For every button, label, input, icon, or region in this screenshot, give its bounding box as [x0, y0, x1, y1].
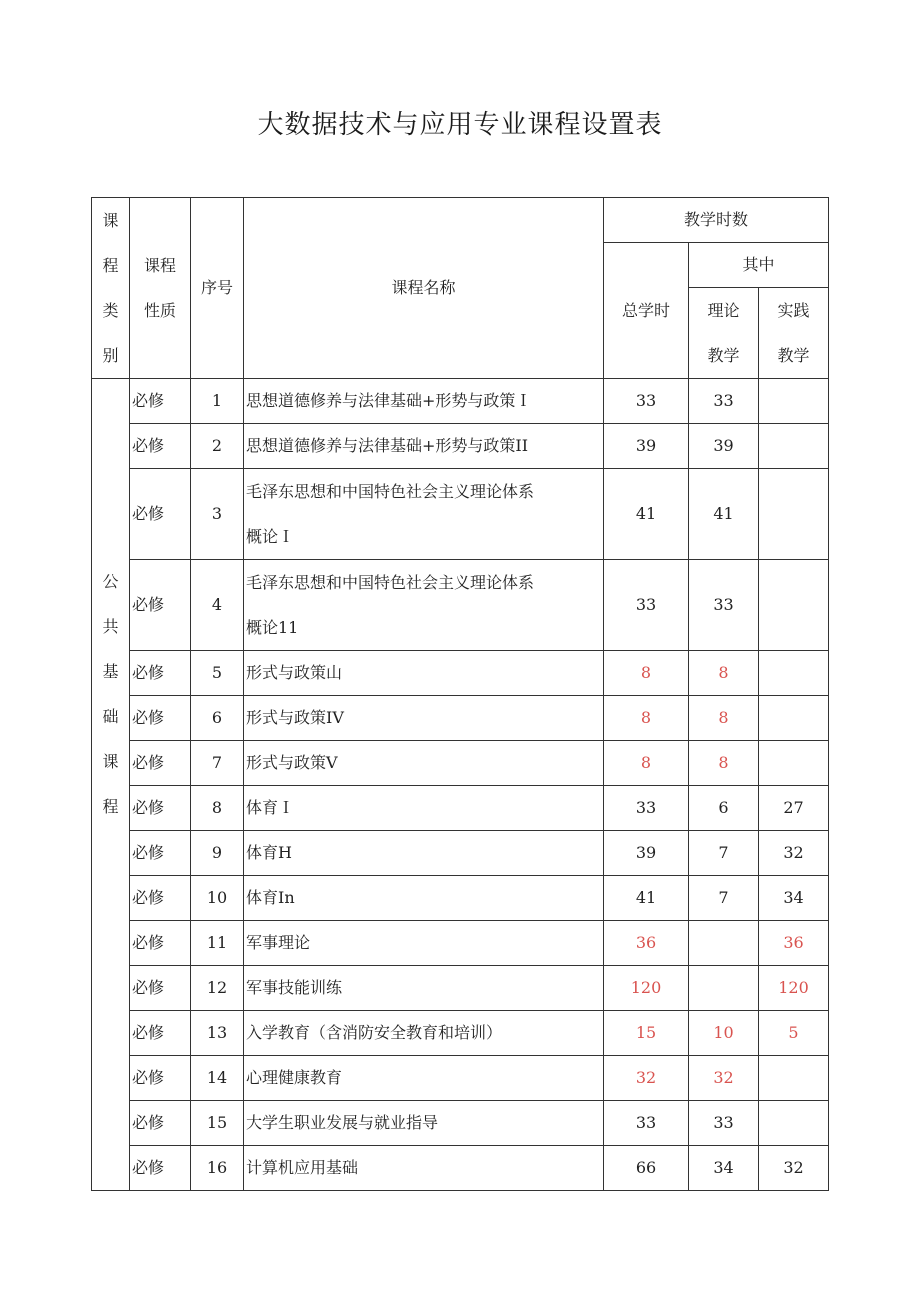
cell-practice: 32 [759, 831, 829, 876]
cell-nature: 必修 [130, 651, 191, 696]
header-category: 课 程 类 别 [92, 198, 130, 379]
cell-total: 8 [604, 696, 689, 741]
course-table [91, 197, 829, 1191]
cell-practice [759, 424, 829, 469]
header-theory: 理论 教学 [689, 288, 759, 379]
cell-practice [759, 696, 829, 741]
cell-course-name: 军事技能训练 [244, 966, 604, 1011]
table-row [92, 469, 829, 560]
cell-nature: 必修 [130, 786, 191, 831]
table-row [92, 966, 829, 1011]
table-row [92, 921, 829, 966]
header-seq: 序号 [191, 198, 244, 379]
cell-total: 41 [604, 876, 689, 921]
cell-course-name: 形式与政策V [244, 741, 604, 786]
cell-practice: 120 [759, 966, 829, 1011]
cell-seq: 9 [191, 831, 244, 876]
cell-theory: 7 [689, 831, 759, 876]
cell-theory: 8 [689, 651, 759, 696]
cell-practice: 36 [759, 921, 829, 966]
table-row [92, 831, 829, 876]
cell-course-name: 体育In [244, 876, 604, 921]
cell-practice [759, 469, 829, 560]
cell-seq: 1 [191, 379, 244, 424]
cell-total: 120 [604, 966, 689, 1011]
cell-course-name: 体育H [244, 831, 604, 876]
cell-practice [759, 741, 829, 786]
cell-total: 33 [604, 786, 689, 831]
table-row [92, 741, 829, 786]
table-row [92, 1146, 829, 1191]
cell-nature: 必修 [130, 424, 191, 469]
cell-seq: 8 [191, 786, 244, 831]
cell-total: 41 [604, 469, 689, 560]
table-row [92, 379, 829, 424]
table-row [92, 560, 829, 651]
cell-total: 33 [604, 560, 689, 651]
table-row [92, 1101, 829, 1146]
cell-nature: 必修 [130, 379, 191, 424]
cell-course-name: 入学教育（含消防安全教育和培训） [244, 1011, 604, 1056]
cell-practice [759, 560, 829, 651]
cell-nature: 必修 [130, 831, 191, 876]
cell-seq: 6 [191, 696, 244, 741]
cell-course-name: 大学生职业发展与就业指导 [244, 1101, 604, 1146]
cell-nature: 必修 [130, 1101, 191, 1146]
cell-theory: 6 [689, 786, 759, 831]
table-row [92, 696, 829, 741]
cell-nature: 必修 [130, 921, 191, 966]
cell-course-name: 思想道德修养与法律基础+形势与政策Ｉ [244, 379, 604, 424]
cell-total: 66 [604, 1146, 689, 1191]
cell-total: 33 [604, 379, 689, 424]
header-nature: 课程 性质 [130, 198, 191, 379]
cell-theory: 33 [689, 1101, 759, 1146]
cell-theory [689, 921, 759, 966]
cell-theory: 8 [689, 741, 759, 786]
cell-seq: 13 [191, 1011, 244, 1056]
cell-seq: 11 [191, 921, 244, 966]
cell-course-name: 毛泽东思想和中国特色社会主义理论体系 概论Ｉ [244, 469, 604, 560]
cell-seq: 3 [191, 469, 244, 560]
cell-seq: 7 [191, 741, 244, 786]
cell-practice [759, 379, 829, 424]
cell-theory: 33 [689, 560, 759, 651]
cell-total: 15 [604, 1011, 689, 1056]
cell-course-name: 计算机应用基础 [244, 1146, 604, 1191]
cell-total: 36 [604, 921, 689, 966]
table-row [92, 651, 829, 696]
cell-course-name: 体育Ｉ [244, 786, 604, 831]
cell-theory: 8 [689, 696, 759, 741]
cell-nature: 必修 [130, 741, 191, 786]
cell-nature: 必修 [130, 696, 191, 741]
header-total: 总学时 [604, 243, 689, 379]
cell-seq: 12 [191, 966, 244, 1011]
cell-practice: 5 [759, 1011, 829, 1056]
cell-total: 39 [604, 424, 689, 469]
cell-theory: 7 [689, 876, 759, 921]
table-row [92, 424, 829, 469]
cell-theory: 33 [689, 379, 759, 424]
header-hours: 教学时数 [604, 198, 829, 243]
cell-seq: 5 [191, 651, 244, 696]
cell-course-name: 思想道德修养与法律基础+形势与政策II [244, 424, 604, 469]
cell-practice [759, 1101, 829, 1146]
cell-seq: 10 [191, 876, 244, 921]
cell-theory [689, 966, 759, 1011]
table-row [92, 876, 829, 921]
table-row [92, 1056, 829, 1101]
cell-practice [759, 651, 829, 696]
cell-theory: 41 [689, 469, 759, 560]
cell-seq: 2 [191, 424, 244, 469]
cell-course-name: 军事理论 [244, 921, 604, 966]
cell-practice: 27 [759, 786, 829, 831]
cell-theory: 32 [689, 1056, 759, 1101]
cell-theory: 34 [689, 1146, 759, 1191]
cell-seq: 14 [191, 1056, 244, 1101]
cell-course-name: 心理健康教育 [244, 1056, 604, 1101]
cell-course-name: 毛泽东思想和中国特色社会主义理论体系 概论11 [244, 560, 604, 651]
cell-nature: 必修 [130, 1146, 191, 1191]
header-practice: 实践 教学 [759, 288, 829, 379]
cell-nature: 必修 [130, 876, 191, 921]
cell-theory: 39 [689, 424, 759, 469]
table-row [92, 786, 829, 831]
cell-practice [759, 1056, 829, 1101]
cell-seq: 16 [191, 1146, 244, 1191]
cell-total: 8 [604, 651, 689, 696]
cell-theory: 10 [689, 1011, 759, 1056]
header-among: 其中 [689, 243, 829, 288]
cell-nature: 必修 [130, 1011, 191, 1056]
cell-total: 39 [604, 831, 689, 876]
cell-course-name: 形式与政策IV [244, 696, 604, 741]
cell-course-name: 形式与政策山 [244, 651, 604, 696]
cell-nature: 必修 [130, 560, 191, 651]
table-row [92, 1011, 829, 1056]
cell-nature: 必修 [130, 469, 191, 560]
cell-nature: 必修 [130, 1056, 191, 1101]
header-name: 课程名称 [244, 198, 604, 379]
page-title: 大数据技术与应用专业课程设置表 [257, 110, 663, 140]
cell-total: 32 [604, 1056, 689, 1101]
cell-seq: 15 [191, 1101, 244, 1146]
cell-nature: 必修 [130, 966, 191, 1011]
group-public-basic: 公 共 基 础 课 程 [92, 379, 130, 1191]
cell-total: 33 [604, 1101, 689, 1146]
cell-total: 8 [604, 741, 689, 786]
cell-practice: 32 [759, 1146, 829, 1191]
cell-practice: 34 [759, 876, 829, 921]
cell-seq: 4 [191, 560, 244, 651]
